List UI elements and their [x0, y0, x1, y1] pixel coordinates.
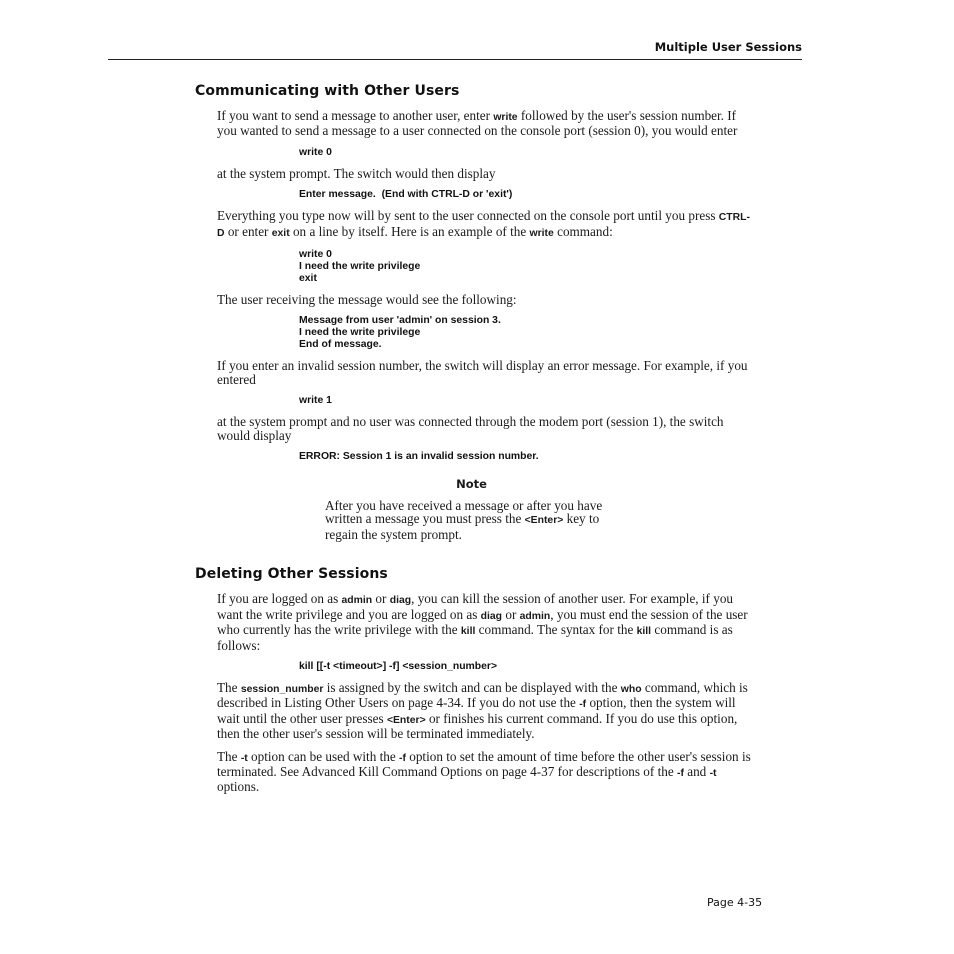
command-keyword: exit	[271, 227, 290, 239]
note-title: Note	[456, 477, 487, 492]
paragraph	[217, 681, 757, 741]
command-keyword: diag	[389, 595, 412, 607]
paragraph: at the system prompt. The switch would then display	[217, 165, 496, 181]
command-keyword: kill	[460, 626, 476, 638]
paragraph	[217, 750, 757, 794]
code-example: write 1	[299, 395, 332, 407]
text: key to regain the system prompt.	[325, 511, 600, 542]
text: The	[217, 679, 241, 695]
text: followed by the user's session number. If you wanted to send a message to a user connected on the console port (session 0), you would enter	[217, 108, 738, 139]
paragraph	[217, 592, 757, 652]
page-number: Page 4-35	[707, 896, 763, 909]
section-heading-communicating: Communicating with Other Users	[195, 83, 460, 99]
text: or	[372, 591, 390, 607]
command-keyword: admin	[341, 595, 373, 607]
note-text	[325, 499, 635, 541]
text: After you have received a message or after you have written a message you must press the	[325, 498, 603, 527]
section-heading-deleting: Deleting Other Sessions	[195, 566, 388, 583]
code-line: I need the write privilege	[299, 327, 421, 339]
text: , you must end the session of the user who currently has the write privilege with the	[217, 606, 748, 638]
paragraph: If you enter an invalid session number, the switch will display an error message. For example, if you entered	[217, 358, 748, 387]
code-syntax: kill [[-t <timeout>] -f] <session_number>	[299, 660, 498, 672]
command-keyword: write	[493, 112, 518, 123]
text: option can be used with the	[247, 748, 399, 764]
text: on a line by itself. Here is an example of the	[289, 223, 530, 239]
text: , you can kill the session of another user. For example, if you want the write privilege and you are logged on as	[217, 591, 734, 622]
command-keyword: -t	[240, 752, 248, 764]
command-keyword: diag	[480, 610, 503, 622]
key-name: <Enter>	[524, 515, 564, 527]
code-example: Enter message. (End with CTRL-D or 'exit')	[299, 189, 513, 201]
text: or	[502, 606, 520, 622]
running-header: Multiple User Sessions	[654, 40, 802, 54]
command-keyword: write	[529, 227, 554, 239]
paragraph	[217, 109, 757, 138]
text: or enter	[224, 223, 272, 239]
code-line: I need the write privilege	[299, 261, 421, 273]
code-line: exit	[299, 273, 317, 285]
text: command:	[553, 223, 613, 239]
command-keyword: session_number	[240, 683, 324, 695]
command-keyword: CTRL-D	[217, 212, 750, 239]
command-keyword: admin	[519, 610, 551, 622]
text: and	[683, 763, 710, 779]
page-content	[195, 83, 765, 803]
text: command is as follows:	[217, 622, 733, 653]
code-line: End of message.	[299, 339, 382, 351]
text: or finishes his current command. If you do use this option, then the other user's session will be terminated immediately.	[217, 710, 738, 742]
command-keyword: -f	[399, 752, 406, 764]
code-block	[299, 249, 765, 285]
paragraph: The user receiving the message would see the following:	[217, 292, 517, 308]
code-line: Message from user 'admin' on session 3.	[299, 315, 501, 327]
command-keyword: -t	[709, 767, 717, 779]
paragraph	[217, 209, 757, 240]
text: Everything you type now will by sent to the user connected on the console port until you press	[217, 208, 719, 224]
header-rule	[108, 59, 802, 60]
command-keyword: -f	[579, 699, 587, 711]
text: options.	[217, 779, 260, 795]
code-block	[299, 315, 765, 351]
key-name: <Enter>	[386, 714, 426, 726]
text: The	[217, 748, 241, 764]
text: If you want to send a message to another user, enter	[217, 108, 494, 123]
command-keyword: -f	[677, 767, 684, 779]
code-example: ERROR: Session 1 is an invalid session number.	[299, 451, 539, 463]
code-example: write 0	[299, 146, 332, 158]
paragraph: at the system prompt and no user was connected through the modem port (session 1), the switch would display	[217, 414, 724, 443]
text: option to set the amount of time before the other user's session is terminated. See Advanced Kill Command Options on page 4-37 for descriptions of the	[217, 748, 751, 779]
code-line: write 0	[299, 249, 332, 261]
command-keyword: who	[620, 683, 642, 695]
text: option, then the system will wait until the other user presses	[217, 695, 736, 726]
text: is assigned by the switch and can be displayed with the	[323, 679, 621, 695]
text: command. The syntax for the	[475, 622, 637, 638]
text: If you are logged on as	[217, 591, 342, 607]
text: command, which is described in Listing Other Users on page 4-34. If you do not use the	[217, 679, 748, 711]
command-keyword: kill	[636, 626, 652, 638]
